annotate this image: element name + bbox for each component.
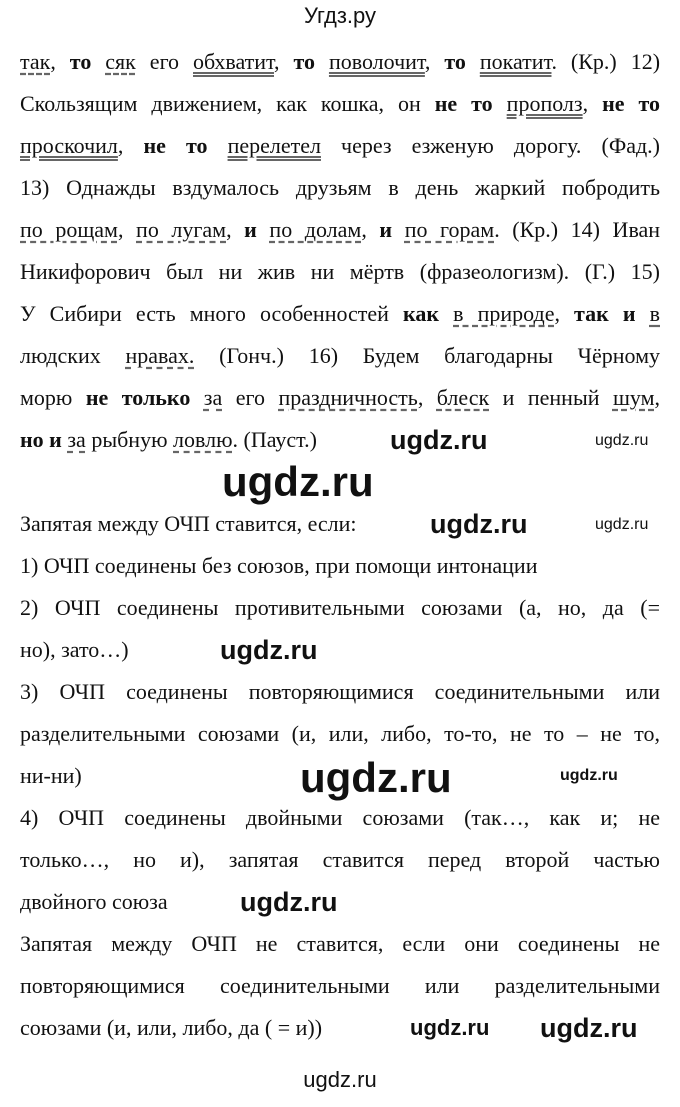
bold-conjunction: то xyxy=(293,49,315,74)
underlined-word: сяк xyxy=(105,49,136,74)
watermark: ugdz.ru xyxy=(560,767,618,784)
text-span xyxy=(493,91,507,116)
underlined-word: ловлю xyxy=(173,427,233,452)
text-span: Никифорович был ни жив ни мёртв (фразеологизм). (Г.) 15) xyxy=(20,259,660,284)
bold-conjunction: так и xyxy=(574,301,636,326)
text-line xyxy=(20,552,660,580)
text-line xyxy=(20,216,660,244)
text-span: . (Пауст.) xyxy=(232,427,317,452)
watermark: ugdz.ru xyxy=(222,458,374,505)
underlined-word: по долам xyxy=(269,217,362,242)
bold-conjunction: не то xyxy=(143,133,208,158)
text-span: , xyxy=(424,49,445,74)
text-span: через езженую дорогу. (Фад.) xyxy=(320,133,660,158)
text-span: (Гонч.) 16) Будем благодарны Чёрному xyxy=(194,343,661,368)
underlined-word: за xyxy=(67,427,86,452)
footer-watermark: ugdz.ru xyxy=(303,1067,377,1092)
text-span: 4) ОЧП соединены двойными союзами (так…, как и; не xyxy=(20,805,660,830)
watermark: ugdz.ru xyxy=(240,887,338,917)
text-span: , xyxy=(582,91,603,116)
text-span xyxy=(466,49,480,74)
underlined-word: так xyxy=(20,49,51,74)
text-line xyxy=(20,300,660,328)
bold-conjunction: и xyxy=(379,217,393,242)
bold-conjunction: то xyxy=(69,49,92,74)
text-span xyxy=(208,133,228,158)
bold-conjunction: и xyxy=(244,217,257,242)
text-line xyxy=(20,846,660,874)
text-span: У Сибири есть много особенностей xyxy=(20,301,404,326)
text-line xyxy=(20,342,660,370)
text-span: его xyxy=(135,49,193,74)
text-line xyxy=(20,888,660,916)
text-span: , xyxy=(554,301,575,326)
text-span: , xyxy=(117,217,137,242)
watermark: ugdz.ru xyxy=(595,516,649,533)
text-span: союзами (и, или, либо, да ( = и)) xyxy=(20,1015,323,1040)
underlined-word: проскочил xyxy=(20,133,118,158)
text-line xyxy=(20,636,660,664)
underlined-word: покатит xyxy=(479,49,552,74)
text-span: двойного союза xyxy=(20,889,168,914)
text-span xyxy=(257,217,270,242)
text-span: , xyxy=(117,133,144,158)
text-line xyxy=(20,384,660,412)
text-line xyxy=(20,132,660,160)
bold-conjunction: но и xyxy=(20,427,62,452)
text-span: . (Кр.) 12) xyxy=(551,49,661,74)
text-span: рыбную xyxy=(85,427,174,452)
text-line xyxy=(20,258,660,286)
underlined-word: за xyxy=(203,385,223,410)
underlined-word: перелетел xyxy=(227,133,321,158)
watermark: ugdz.ru xyxy=(430,509,528,539)
text-span: 2) ОЧП соединены противительными союзами (а, но, да (= xyxy=(20,595,660,620)
page-header-title: Угдз.ру xyxy=(303,3,377,28)
text-line xyxy=(20,930,660,958)
text-line xyxy=(20,804,660,832)
text-line xyxy=(20,174,660,202)
underlined-word: в xyxy=(649,301,661,326)
text-line xyxy=(20,972,660,1000)
text-line xyxy=(20,48,660,76)
underlined-word: шум xyxy=(612,385,655,410)
text-span: , xyxy=(226,217,245,242)
text-span: и пенный xyxy=(489,385,613,410)
text-span xyxy=(439,301,453,326)
text-span: только…, но и), запятая ставится перед второй частью xyxy=(20,847,660,872)
underlined-word: по горам xyxy=(404,217,495,242)
text-span: но), зато…) xyxy=(20,637,129,662)
bold-conjunction: не то xyxy=(434,91,493,116)
text-span: разделительными союзами (и, или, либо, то-то, не то – не то, xyxy=(20,721,660,746)
text-line xyxy=(20,678,660,706)
watermark: ugdz.ru xyxy=(390,425,488,455)
text-span xyxy=(315,49,329,74)
text-span: Запятая между ОЧП ставится, если: xyxy=(20,511,357,536)
watermark: ugdz.ru xyxy=(595,432,649,449)
underlined-word: праздничность xyxy=(278,385,418,410)
text-span: его xyxy=(222,385,279,410)
text-span xyxy=(190,385,203,410)
bold-conjunction: как xyxy=(403,301,440,326)
watermark: ugdz.ru xyxy=(300,754,452,801)
text-span xyxy=(636,301,650,326)
text-span: , xyxy=(361,217,380,242)
text-span: , xyxy=(417,385,437,410)
text-span: , xyxy=(274,49,294,74)
text-span: людских xyxy=(20,343,126,368)
text-line xyxy=(20,426,660,454)
underlined-word: прополз xyxy=(506,91,583,116)
underlined-word: поволочит xyxy=(328,49,425,74)
text-span: 3) ОЧП соединены повторяющимися соединительными или xyxy=(20,679,660,704)
text-span: , xyxy=(654,385,661,410)
text-span xyxy=(91,49,105,74)
underlined-word: по рощам xyxy=(20,217,118,242)
text-line xyxy=(20,90,660,118)
underlined-word: блеск xyxy=(436,385,490,410)
text-span: Запятая между ОЧП не ставится, если они соединены не xyxy=(20,931,660,956)
text-span: морю xyxy=(20,385,86,410)
text-span: ни-ни) xyxy=(20,763,82,788)
watermark: ugdz.ru xyxy=(540,1013,638,1043)
text-span: Скользящим движением, как кошка, он xyxy=(20,91,435,116)
underlined-word: нравах. xyxy=(125,343,195,368)
text-span: . (Кр.) 14) Иван xyxy=(494,217,661,242)
underlined-word: в природе xyxy=(453,301,555,326)
watermark: ugdz.ru xyxy=(220,635,318,665)
text-span: 1) ОЧП соединены без союзов, при помощи интонации xyxy=(20,553,538,578)
text-span: 13) Однажды вздумалось друзьям в день жаркий побродить xyxy=(20,175,660,200)
text-span xyxy=(392,217,405,242)
underlined-word: обхватит xyxy=(193,49,274,74)
text-line xyxy=(20,720,660,748)
bold-conjunction: не то xyxy=(602,91,661,116)
text-span: , xyxy=(50,49,70,74)
watermark: ugdz.ru xyxy=(410,1015,490,1040)
text-span: повторяющимися соединительными или разделительными xyxy=(20,973,660,998)
bold-conjunction: то xyxy=(444,49,466,74)
text-line xyxy=(20,594,660,622)
underlined-word: по лугам xyxy=(136,217,227,242)
bold-conjunction: не только xyxy=(85,385,191,410)
text-line xyxy=(20,510,660,538)
